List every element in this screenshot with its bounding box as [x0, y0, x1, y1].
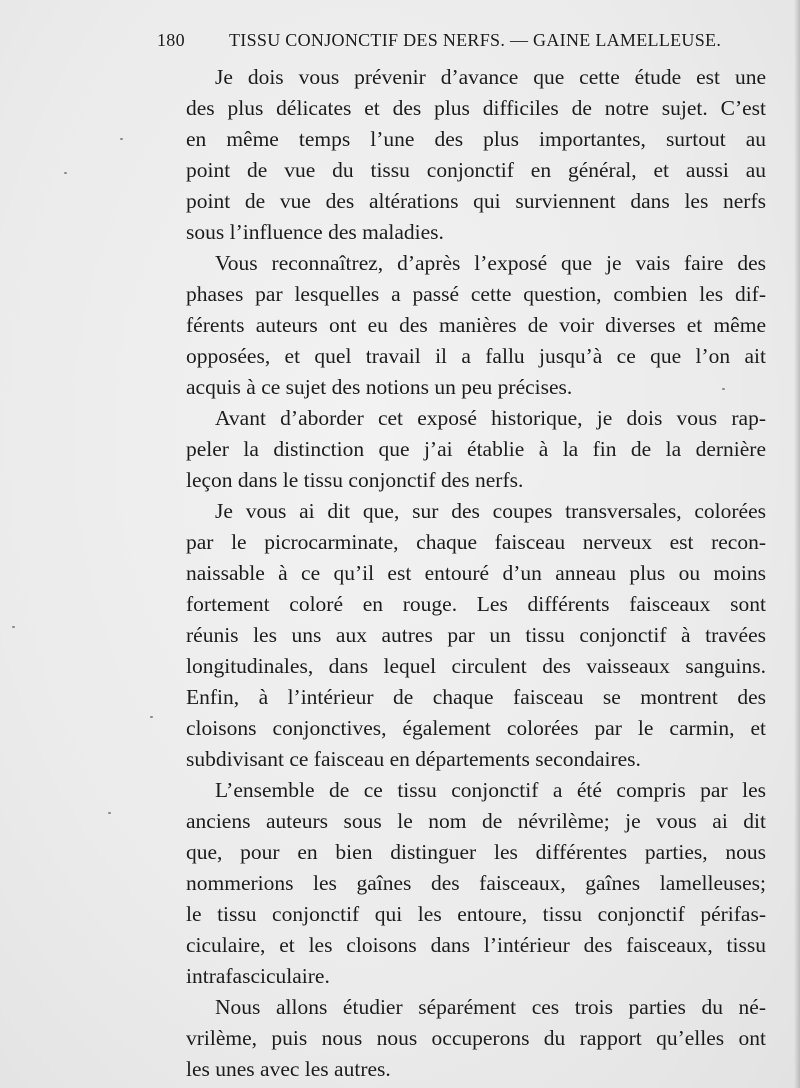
text-line: Je vous ai dit que, sur des coupes transversales, colorées	[215, 499, 766, 523]
paragraph	[157, 496, 766, 775]
text-line: naissable à ce qu’il est entouré d’un anneau plus ou moins	[186, 561, 766, 585]
scan-speck	[12, 626, 15, 628]
text-line: Avant d’aborder cet exposé historique, je dois vous rap-	[215, 406, 766, 430]
text-line: subdivisant ce faisceau en départements secondaires.	[186, 747, 641, 771]
page-edge-shadow	[794, 0, 800, 1088]
text-line: Enfin, à l’intérieur de chaque faisceau se montrent des	[186, 685, 766, 709]
scan-speck	[108, 812, 111, 814]
text-line: Nous allons étudier séparément ces trois parties du né-	[215, 995, 766, 1019]
text-line: ciculaire, et les cloisons dans l’intérieur des faisceaux, tissu	[186, 933, 766, 957]
text-line: point de vue des altérations qui surviennent dans les nerfs	[186, 189, 766, 213]
text-line: Je dois vous prévenir d’avance que cette étude est une	[215, 65, 766, 89]
text-line: les unes avec les autres.	[186, 1057, 391, 1081]
text-line: longitudinales, dans lequel circulent des vaisseaux sanguins.	[186, 654, 766, 678]
text-line: L’ensemble de ce tissu conjonctif a été compris par les	[215, 778, 766, 802]
text-line: que, pour en bien distinguer les différentes parties, nous	[186, 840, 766, 864]
text-line: anciens auteurs sous le nom de névrilème; je vous ai dit	[186, 809, 766, 833]
paragraph	[157, 62, 766, 248]
text-line: peler la distinction que j’ai établie à la fin de la dernière	[186, 437, 766, 461]
scan-speck	[722, 388, 725, 390]
paragraph	[157, 775, 766, 992]
text-line: le tissu conjonctif qui les entoure, tissu conjonctif périfas-	[186, 902, 766, 926]
page-number: 180	[157, 30, 185, 50]
paragraph	[157, 248, 766, 403]
text-line: vrilème, puis nous nous occuperons du rapport qu’elles ont	[186, 1026, 766, 1050]
text-line: sous l’influence des maladies.	[186, 220, 444, 244]
text-line: réunis les uns aux autres par un tissu conjonctif à travées	[186, 623, 766, 647]
text-line: férents auteurs ont eu des manières de voir diverses et même	[186, 313, 766, 337]
text-line: fortement coloré en rouge. Les différents faisceaux sont	[186, 592, 766, 616]
scan-speck	[64, 172, 67, 174]
text-line: phases par lesquelles a passé cette question, combien les dif-	[186, 282, 766, 306]
text-line: en même temps l’une des plus importantes, surtout au	[186, 127, 766, 151]
running-header	[157, 30, 722, 58]
scan-speck	[120, 138, 123, 140]
text-line: cloisons conjonctives, également colorées par le carmin, et	[186, 716, 766, 740]
text-line: opposées, et quel travail il a fallu jusqu’à ce que l’on ait	[186, 344, 766, 368]
text-line: des plus délicates et des plus difficiles de notre sujet. C’est	[186, 96, 766, 120]
body-text	[157, 62, 766, 1085]
text-line: Vous reconnaîtrez, d’après l’exposé que je vais faire des	[215, 251, 766, 275]
text-line: leçon dans le tissu conjonctif des nerfs.	[186, 468, 524, 492]
text-line: par le picrocarminate, chaque faisceau nerveux est recon-	[186, 530, 766, 554]
text-line: acquis à ce sujet des notions un peu précises.	[186, 375, 573, 399]
text-line: nommerions les gaînes des faisceaux, gaînes lamelleuses;	[186, 871, 766, 895]
text-line: intrafasciculaire.	[186, 964, 330, 988]
scan-speck	[150, 716, 153, 718]
paragraph	[157, 403, 766, 496]
running-title: TISSU CONJONCTIF DES NERFS. — GAINE LAMELLEUSE.	[229, 30, 722, 50]
text-line: point de vue du tissu conjonctif en général, et aussi au	[186, 158, 766, 182]
paragraph	[157, 992, 766, 1085]
